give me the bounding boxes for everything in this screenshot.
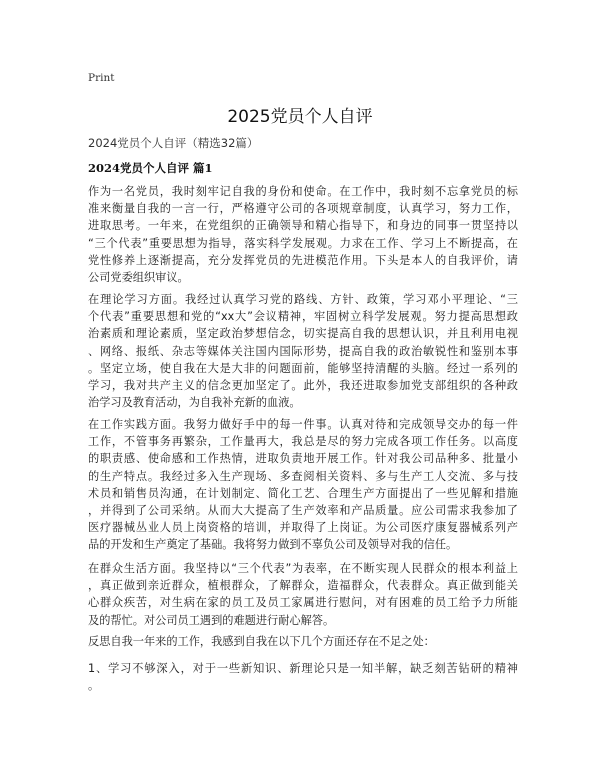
print-link[interactable]: Print <box>88 72 115 84</box>
paragraph-theory-study <box>88 291 518 411</box>
text-line: 的职责感、使命感和工作热情，进取负责地开展工作。针对我公司品种多、批量小 <box>88 452 518 466</box>
text-line: 术员和销售员沟通，在计划制定、简化工艺、合理生产方面提出了一些见解和措施 <box>88 486 518 500</box>
text-line: 在群众生活方面。我坚持以“三个代表”为表率，在不断实现人民群众的根本利益上 <box>88 562 518 575</box>
document-subtitle: 2024党员个人自评（精选32篇） <box>88 136 259 150</box>
text-line: 心群众疾苦，对生病在家的员工及员工家属进行慰问，对有困难的员工给予力所能 <box>88 596 518 610</box>
text-line: ，真正做到亲近群众，植根群众，了解群众，造福群众，代表群众。真正做到能关 <box>88 579 518 593</box>
paragraph-work-practice <box>88 416 518 554</box>
text-line: 治学习及教育活动，为自我补充新的血液。 <box>88 396 301 410</box>
text-line: 在理论学习方面。我经过认真学习党的路线、方针、政策，学习邓小平理论、“三 <box>88 293 518 306</box>
text-line: 及的帮忙。对公司员工遇到的难题进行耐心解答。 <box>88 613 335 627</box>
page-title: 2025党员个人自评 <box>227 107 373 127</box>
paragraph-intro <box>88 183 518 286</box>
text-line: 学习，我对共产主义的信念更加坚定了。此外，我还进取参加党支部组织的各种政 <box>88 379 518 393</box>
paragraph-reflection <box>88 633 518 650</box>
text-line: 、网络、报纸、杂志等媒体关注国内国际形势，提高自我的政治敏锐性和鉴别本事 <box>88 344 518 358</box>
text-line: “三个代表”重要思想为指导，落实科学发展观。力求在工作、学习上不断提高，在 <box>88 236 518 250</box>
text-line: 治素质和理论素质，坚定政治梦想信念，切实提高自我的思想认识，并且利用电视 <box>88 327 518 341</box>
text-line: 1、学习不够深入，对于一些新知识、新理论只是一知半解，缺乏刻苦钻研的精神 <box>88 662 518 675</box>
text-line: 的生产特点。我经过多入生产现场、多查阅相关资料、多与生产工人交流、多与技 <box>88 469 518 483</box>
text-line: 党性修养上逐渐提高，充分发挥党员的先进模范作用。下头是本人的自我评价，请 <box>88 253 518 267</box>
text-line: 医疗器械丛业人员上岗资格的培训，并取得了上岗证。为公司医疗康复器械系列产 <box>88 521 518 535</box>
text-line: 公司党委组织审议。 <box>88 271 189 285</box>
section-heading: 2024党员个人自评 篇1 <box>88 161 213 175</box>
text-line: 进取思考。一年来，在党组织的正确领导和精心指导下，和身边的同事一贯坚持以 <box>88 219 518 233</box>
text-line: ，并得到了公司采纳。从而大大提高了生产效率和产品质量。应公司需求我参加了 <box>88 504 518 518</box>
text-line: 个代表”重要思想和党的“xx大”会议精神，牢固树立科学发展观。努力提高思想政 <box>88 310 518 324</box>
text-line: 准来衡量自我的一言一行，严格遵守公司的各项规章制度，认真学习，努力工作， <box>88 202 518 216</box>
text-line: 反思自我一年来的工作，我感到自我在以下几个方面还存在不足之处： <box>88 635 435 648</box>
text-line: 。 <box>88 679 100 693</box>
text-line: 在工作实践方面。我努力做好手中的每一件事。认真对待和完成领导交办的每一件 <box>88 418 518 431</box>
text-line: 作为一名党员，我时刻牢记自我的身份和使命。在工作中，我时刻不忘拿党员的标 <box>88 185 518 198</box>
paragraph-shortcoming-1 <box>88 660 518 694</box>
paragraph-mass-life <box>88 560 518 629</box>
text-line: 。坚定立场，使自我在大是大非的问题面前，能够坚持清醒的头脑。经过一系列的 <box>88 361 518 375</box>
text-line: 品的开发和生产奠定了基础。我将努力做到不辜负公司及领导对我的信任。 <box>88 538 458 552</box>
text-line: 工作，不管事务再繁杂，工作量再大，我总是尽的努力完成各项工作任务。以高度 <box>88 435 518 449</box>
